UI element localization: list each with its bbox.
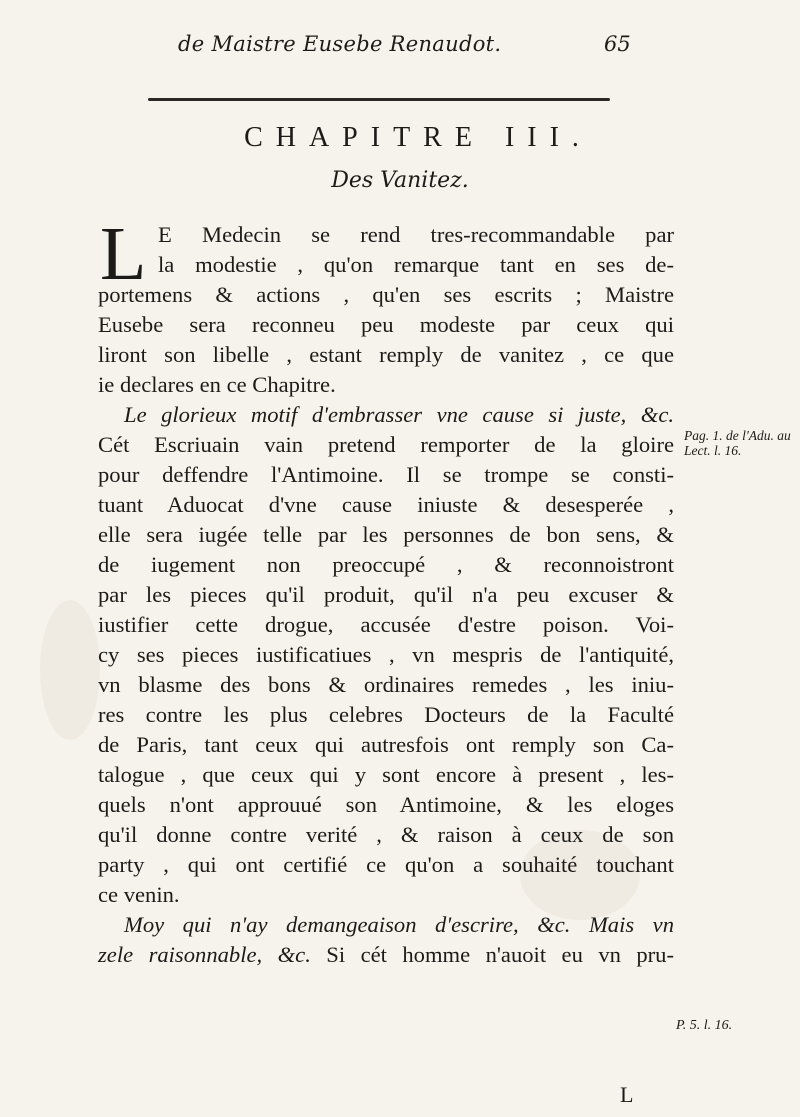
text-fragment: Si cét homme n'auoit eu vn pru-	[310, 942, 674, 967]
text-line: ce venin.	[98, 882, 180, 907]
margin-note: Pag. 1. de l'Adu. au Lect. l. 16.	[684, 428, 791, 458]
text-line: tuant Aduocat d'vne cause iniuste & desesperée ,	[98, 492, 674, 517]
text-line: ie declares en ce Chapitre.	[98, 372, 336, 397]
page-header	[0, 18, 800, 58]
text-line: cy ses pieces iustificatiues , vn mespris de l'antiquité,	[98, 642, 674, 667]
page-number: 65	[604, 32, 631, 56]
running-head: de Maistre Eusebe Renaudot.	[178, 32, 502, 56]
text-line: portemens & actions , qu'en ses escrits ; Maistre	[98, 282, 674, 307]
header-rule	[148, 98, 610, 101]
text-line: elle sera iugée telle par les personnes de bon sens, &	[98, 522, 674, 547]
text-line: iustifier cette drogue, accusée d'estre poison. Voi-	[98, 612, 674, 637]
text-line: party , qui ont certifié ce qu'on a souhaité touchant	[98, 852, 674, 877]
text-line	[98, 940, 674, 970]
quoted-line: Le glorieux motif d'embrasser vne cause si juste, &c.	[124, 402, 674, 427]
chapter-title: CHAPITRE III.	[244, 122, 592, 153]
text-line: la modestie , qu'on remarque tant en ses de-	[158, 252, 674, 277]
margin-note: P. 5. l. 16.	[676, 1018, 733, 1033]
text-line: liront son libelle , estant remply de vanitez , ce que	[98, 342, 674, 367]
text-line: res contre les plus celebres Docteurs de la Faculté	[98, 702, 674, 727]
text-line: qu'il donne contre verité , & raison à ceux de son	[98, 822, 674, 847]
drop-cap: L	[100, 212, 147, 296]
text-line: de Paris, tant ceux qui autresfois ont remply son Ca-	[98, 732, 674, 757]
text-line: de iugement non preoccupé , & reconnoistront	[98, 552, 674, 577]
text-line: talogue , que ceux qui y sont encore à present , les-	[98, 762, 674, 787]
text-line: pour deffendre l'Antimoine. Il se trompe se consti-	[98, 462, 674, 487]
quoted-line: Moy qui n'ay demangeaison d'escrire, &c. Mais vn	[124, 912, 674, 937]
text-line: Eusebe sera reconneu peu modeste par ceux qui	[98, 312, 674, 337]
text-line: E Medecin se rend tres-recommandable par	[158, 222, 674, 247]
paper-stain	[40, 600, 100, 740]
text-line: vn blasme des bons & ordinaires remedes , les iniu-	[98, 672, 674, 697]
text-line: quels n'ont approuué son Antimoine, & les eloges	[98, 792, 674, 817]
text-line: par les pieces qu'il produit, qu'il n'a peu excuser &	[98, 582, 674, 607]
chapter-subtitle: Des Vanitez.	[331, 168, 469, 193]
quoted-fragment: zele raisonnable, &c.	[98, 942, 311, 967]
catchword: L	[620, 1082, 634, 1107]
body-text	[98, 212, 674, 970]
text-line: Cét Escriuain vain pretend remporter de la gloire	[98, 432, 674, 457]
